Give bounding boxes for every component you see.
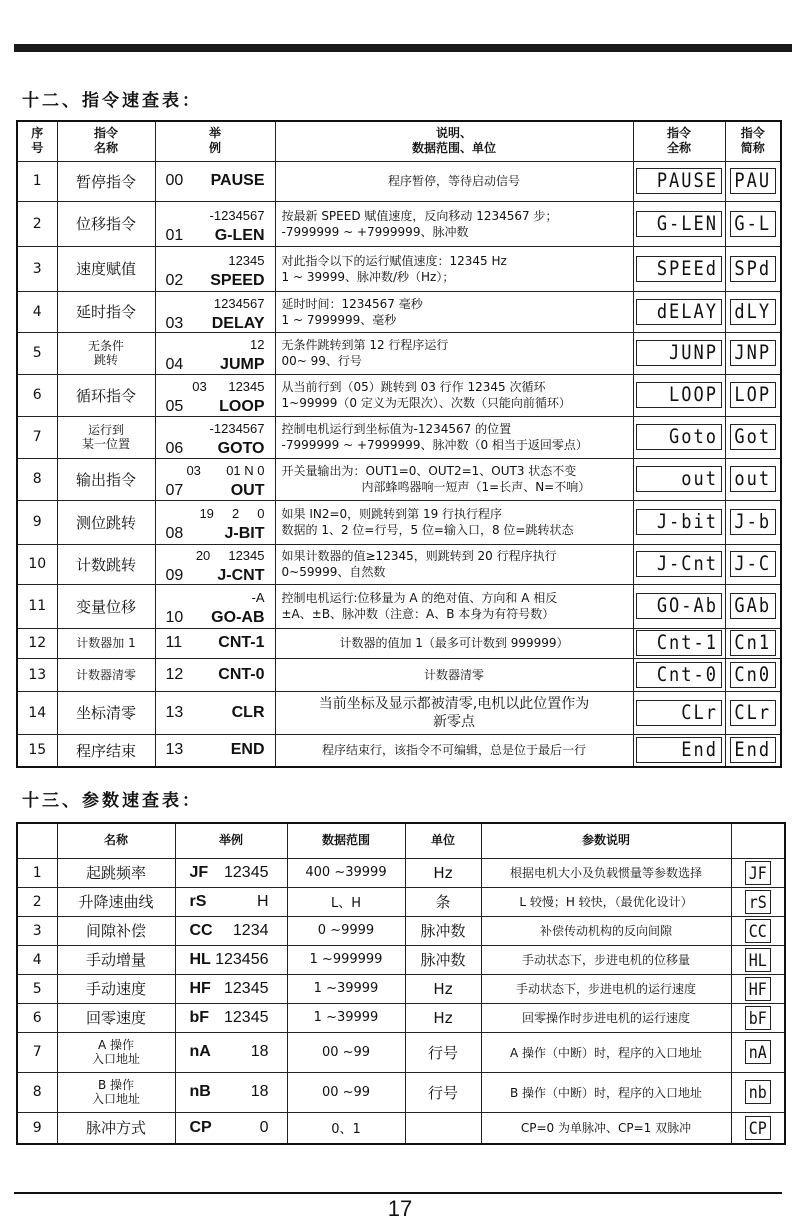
- header-example: 举例: [175, 823, 287, 858]
- command-mnemonic: JUMP: [220, 356, 265, 373]
- table-row: [17, 887, 785, 916]
- header-num: 序 号: [17, 121, 57, 161]
- lcd-display: HL: [745, 948, 771, 972]
- param-unit: Hz: [405, 1003, 481, 1032]
- lcd-display-short: Cn0: [730, 662, 776, 688]
- table-row: [17, 374, 781, 416]
- table-row: [17, 544, 781, 584]
- table-row: [17, 1112, 785, 1144]
- lcd-display-short: J-C: [730, 551, 776, 577]
- lcd-cell: [731, 858, 785, 887]
- command-name: 循环指令: [57, 374, 155, 416]
- lcd-short-cell: [725, 246, 781, 291]
- param-name: A 操作 入口地址: [57, 1032, 175, 1072]
- row-number: 1: [17, 161, 57, 201]
- row-number: 4: [17, 291, 57, 332]
- command-code: 07: [165, 482, 184, 499]
- command-mnemonic: OUT: [230, 482, 265, 499]
- param-name: 手动速度: [57, 974, 175, 1003]
- param-description: 手动状态下，步进电机的位移量: [481, 945, 731, 974]
- row-number: 14: [17, 691, 57, 734]
- row-number: 2: [17, 887, 57, 916]
- lcd-full-cell: [633, 416, 725, 458]
- param-description: 根据电机大小及负载惯量等参数选择: [481, 858, 731, 887]
- command-name: 变量位移: [57, 584, 155, 628]
- lcd-display-short: G-L: [730, 211, 776, 237]
- parameter-quick-reference-table: [16, 822, 786, 1145]
- row-number: 8: [17, 1072, 57, 1112]
- param-description: CP=0 为单脉冲、CP=1 双脉冲: [481, 1112, 731, 1144]
- command-code: 13: [165, 741, 184, 759]
- row-number: 6: [17, 1003, 57, 1032]
- param-value: 18: [250, 1083, 269, 1100]
- table-header-row: [17, 121, 781, 161]
- lcd-short-cell: [725, 161, 781, 201]
- command-argument: 19 2 0: [199, 506, 265, 521]
- header-example: 举 例: [155, 121, 275, 161]
- param-description: L 较慢；H 较快，（最优化设计）: [481, 887, 731, 916]
- command-mnemonic: G-LEN: [214, 226, 265, 244]
- command-example: [155, 500, 275, 544]
- lcd-display-full: Cnt-1: [636, 630, 722, 656]
- table-row: [17, 416, 781, 458]
- param-example: [175, 1003, 287, 1032]
- lcd-display-short: End: [730, 737, 776, 763]
- table-row: [17, 458, 781, 500]
- command-code: 04: [165, 356, 184, 373]
- command-description: 开关量输出为：OUT1=0、OUT2=1、OUT3 状态不变 内部蜂鸣器响一短声（1=长声、N=不响）: [275, 458, 633, 500]
- table-row: [17, 858, 785, 887]
- lcd-display-short: out: [730, 466, 776, 492]
- lcd-full-cell: [633, 658, 725, 691]
- command-name: 运行到 某一位置: [57, 416, 155, 458]
- command-argument: -1234567: [209, 421, 265, 436]
- lcd-display-full: JUNP: [636, 340, 722, 366]
- command-example: [155, 584, 275, 628]
- param-example: [175, 916, 287, 945]
- lcd-short-cell: [725, 691, 781, 734]
- param-range: 0 ~9999: [287, 916, 405, 945]
- header-name: 名称: [57, 823, 175, 858]
- header-num: [17, 823, 57, 858]
- lcd-short-cell: [725, 416, 781, 458]
- header-full-name: 指令 全称: [633, 121, 725, 161]
- lcd-display-short: SPd: [730, 256, 776, 282]
- lcd-full-cell: [633, 734, 725, 767]
- lcd-short-cell: [725, 544, 781, 584]
- lcd-short-cell: [725, 201, 781, 246]
- section-title-parameter-table: 十三、参数速查表：: [22, 791, 202, 811]
- command-argument: 1234567: [213, 295, 265, 311]
- command-name: 坐标清零: [57, 691, 155, 734]
- lcd-display-full: LOOP: [636, 382, 722, 408]
- command-description: 延时时间：1234567 毫秒 1 ~ 7999999、毫秒: [275, 291, 633, 332]
- lcd-display: nA: [745, 1040, 771, 1064]
- row-number: 2: [17, 201, 57, 246]
- command-name: 位移指令: [57, 201, 155, 246]
- lcd-cell: [731, 945, 785, 974]
- command-name: 测位跳转: [57, 500, 155, 544]
- lcd-display-full: Goto: [636, 424, 722, 450]
- lcd-full-cell: [633, 246, 725, 291]
- command-mnemonic: LOOP: [219, 398, 265, 415]
- row-number: 12: [17, 628, 57, 658]
- lcd-full-cell: [633, 161, 725, 201]
- param-unit: Hz: [405, 858, 481, 887]
- lcd-display: rS: [745, 890, 771, 914]
- command-mnemonic: END: [230, 741, 265, 759]
- command-name: 延时指令: [57, 291, 155, 332]
- param-example: [175, 858, 287, 887]
- command-code: 05: [165, 398, 184, 415]
- row-number: 3: [17, 916, 57, 945]
- param-example: [175, 1072, 287, 1112]
- table-row: [17, 658, 781, 691]
- table-row: [17, 1003, 785, 1032]
- table-row: [17, 628, 781, 658]
- lcd-display: HF: [745, 977, 771, 1001]
- command-description: 当前坐标及显示都被清零,电机以此位置作为 新零点: [275, 691, 633, 734]
- param-value: 123456: [215, 950, 269, 968]
- command-description: 控制电机运行:位移量为 A 的绝对值、方向和 A 相反 ±A、±B、脉冲数（注意：A、B 本身为有符号数）: [275, 584, 633, 628]
- row-number: 9: [17, 1112, 57, 1144]
- table-row: [17, 246, 781, 291]
- param-example: [175, 1032, 287, 1072]
- header-short-name: 指令 简称: [725, 121, 781, 161]
- lcd-full-cell: [633, 332, 725, 374]
- command-name: 计数跳转: [57, 544, 155, 584]
- lcd-cell: [731, 887, 785, 916]
- command-code: 09: [165, 567, 184, 584]
- table-row: [17, 291, 781, 332]
- param-value: 1234: [232, 921, 269, 939]
- lcd-display-full: J-Cnt: [636, 551, 722, 577]
- param-range: 00 ~99: [287, 1032, 405, 1072]
- param-value: 12345: [224, 979, 269, 997]
- param-unit: 脉冲数: [405, 916, 481, 945]
- section-title-command-table: 十二、指令速查表：: [22, 91, 202, 111]
- lcd-display-full: Cnt-0: [636, 662, 722, 688]
- row-number: 10: [17, 544, 57, 584]
- command-quick-reference-table: [16, 120, 782, 768]
- row-number: 9: [17, 500, 57, 544]
- param-name: 脉冲方式: [57, 1112, 175, 1144]
- command-name: 速度赋值: [57, 246, 155, 291]
- command-argument: 20 12345: [195, 548, 265, 563]
- lcd-display-full: G-LEN: [636, 211, 722, 237]
- command-example: [155, 658, 275, 691]
- command-argument: 12: [250, 337, 265, 352]
- command-argument: -1234567: [209, 207, 265, 223]
- command-argument: 03 01 N 0: [186, 463, 265, 478]
- command-description: 无条件跳转到第 12 行程序运行 00~ 99、行号: [275, 332, 633, 374]
- command-argument: -A: [251, 590, 265, 605]
- param-key: bF: [189, 1008, 210, 1026]
- lcd-display-short: PAU: [730, 168, 776, 194]
- lcd-display-full: dELAY: [636, 299, 722, 325]
- command-code: 10: [165, 609, 184, 626]
- lcd-display: JF: [745, 861, 771, 885]
- lcd-cell: [731, 916, 785, 945]
- param-key: HF: [189, 979, 211, 997]
- param-range: 1 ~39999: [287, 1003, 405, 1032]
- param-key: nA: [189, 1043, 211, 1060]
- lcd-display-short: LOP: [730, 382, 776, 408]
- lcd-display-full: PAUSE: [636, 168, 722, 194]
- lcd-display-full: CLr: [636, 700, 722, 726]
- param-example: [175, 974, 287, 1003]
- lcd-display-short: JNP: [730, 340, 776, 366]
- param-key: HL: [189, 950, 211, 968]
- param-range: 400 ~39999: [287, 858, 405, 887]
- command-argument: 03 12345: [192, 379, 265, 394]
- table-row: [17, 161, 781, 201]
- param-example: [175, 945, 287, 974]
- command-description: 计数器的值加 1（最多可计数到 999999）: [275, 628, 633, 658]
- row-number: 13: [17, 658, 57, 691]
- lcd-short-cell: [725, 332, 781, 374]
- lcd-display-short: J-b: [730, 509, 776, 535]
- param-unit: 脉冲数: [405, 945, 481, 974]
- param-description: 补偿传动机构的反向间隙: [481, 916, 731, 945]
- lcd-display-short: Cn1: [730, 630, 776, 656]
- command-code: 02: [165, 271, 184, 289]
- command-name: 输出指令: [57, 458, 155, 500]
- lcd-full-cell: [633, 201, 725, 246]
- param-name: 回零速度: [57, 1003, 175, 1032]
- row-number: 3: [17, 246, 57, 291]
- lcd-short-cell: [725, 374, 781, 416]
- lcd-short-cell: [725, 291, 781, 332]
- command-code: 06: [165, 440, 184, 457]
- row-number: 6: [17, 374, 57, 416]
- param-example: [175, 887, 287, 916]
- lcd-full-cell: [633, 544, 725, 584]
- table-row: [17, 974, 785, 1003]
- lcd-cell: [731, 974, 785, 1003]
- command-mnemonic: PAUSE: [210, 172, 265, 189]
- lcd-display-short: GAb: [730, 593, 776, 619]
- param-name: 间隙补偿: [57, 916, 175, 945]
- param-range: 0、1: [287, 1112, 405, 1144]
- command-code: 08: [165, 525, 184, 542]
- command-example: [155, 246, 275, 291]
- table-row: [17, 734, 781, 767]
- param-key: CP: [189, 1118, 212, 1136]
- param-unit: Hz: [405, 974, 481, 1003]
- command-name: 计数器清零: [57, 658, 155, 691]
- command-mnemonic: CLR: [231, 703, 265, 721]
- lcd-full-cell: [633, 374, 725, 416]
- command-description: 控制电机运行到坐标值为-1234567 的位置 -7999999 ~ +7999999、脉冲数（0 相当于返回零点）: [275, 416, 633, 458]
- page-number: 17: [387, 1196, 413, 1221]
- command-description: 按最新 SPEED 赋值速度，反向移动 1234567 步； -7999999 ~ +7999999、脉冲数: [275, 201, 633, 246]
- header-description: 参数说明: [481, 823, 731, 858]
- param-name: 手动增量: [57, 945, 175, 974]
- lcd-cell: [731, 1112, 785, 1144]
- row-number: 7: [17, 1032, 57, 1072]
- header-lcd: [731, 823, 785, 858]
- lcd-full-cell: [633, 500, 725, 544]
- row-number: 5: [17, 974, 57, 1003]
- lcd-short-cell: [725, 458, 781, 500]
- command-description: 如果 IN2=0，则跳转到第 19 行执行程序 数据的 1、2 位=行号，5 位=输入口，8 位=跳转状态: [275, 500, 633, 544]
- command-name: 程序结束: [57, 734, 155, 767]
- lcd-display: CP: [745, 1116, 771, 1140]
- param-key: JF: [189, 863, 209, 881]
- command-example: [155, 201, 275, 246]
- lcd-cell: [731, 1003, 785, 1032]
- command-name: 暂停指令: [57, 161, 155, 201]
- param-range: 1 ~999999: [287, 945, 405, 974]
- row-number: 5: [17, 332, 57, 374]
- param-description: 手动状态下，步进电机的运行速度: [481, 974, 731, 1003]
- row-number: 7: [17, 416, 57, 458]
- command-example: [155, 628, 275, 658]
- command-argument: 12345: [228, 252, 265, 268]
- param-value: 18: [250, 1043, 269, 1060]
- table-row: [17, 201, 781, 246]
- command-mnemonic: CNT-0: [218, 665, 265, 683]
- command-description: 计数器清零: [275, 658, 633, 691]
- command-name: 计数器加 1: [57, 628, 155, 658]
- command-mnemonic: J-BIT: [224, 525, 265, 542]
- param-value: H: [256, 892, 269, 910]
- top-rule: [14, 44, 792, 52]
- command-description: 程序结束行，该指令不可编辑，总是位于最后一行: [275, 734, 633, 767]
- lcd-display-short: CLr: [730, 700, 776, 726]
- table-row: [17, 584, 781, 628]
- table-header-row: [17, 823, 785, 858]
- command-mnemonic: DELAY: [211, 314, 265, 332]
- param-name: 升降速曲线: [57, 887, 175, 916]
- param-description: 回零操作时步进电机的运行速度: [481, 1003, 731, 1032]
- command-mnemonic: J-CNT: [217, 567, 265, 584]
- lcd-display: CC: [745, 919, 771, 943]
- command-code: 03: [165, 314, 184, 332]
- command-mnemonic: CNT-1: [218, 634, 265, 651]
- param-value: 12345: [224, 863, 269, 881]
- lcd-display-short: dLY: [730, 299, 776, 325]
- row-number: 4: [17, 945, 57, 974]
- command-code: 01: [165, 226, 184, 244]
- header-range: 数据范围: [287, 823, 405, 858]
- param-range: L、H: [287, 887, 405, 916]
- lcd-display-full: SPEEd: [636, 256, 722, 282]
- command-example: [155, 416, 275, 458]
- param-unit: 条: [405, 887, 481, 916]
- row-number: 11: [17, 584, 57, 628]
- param-description: A 操作（中断）时，程序的入口地址: [481, 1032, 731, 1072]
- lcd-short-cell: [725, 628, 781, 658]
- param-key: nB: [189, 1083, 211, 1100]
- row-number: 8: [17, 458, 57, 500]
- lcd-short-cell: [725, 500, 781, 544]
- command-name: 无条件 跳转: [57, 332, 155, 374]
- command-mnemonic: GO-AB: [211, 609, 265, 626]
- param-name: 起跳频率: [57, 858, 175, 887]
- lcd-display-full: J-bit: [636, 509, 722, 535]
- lcd-full-cell: [633, 458, 725, 500]
- command-mnemonic: GOTO: [217, 440, 265, 457]
- command-description: 如果计数器的值≥12345，则跳转到 20 行程序执行 0~59999、自然数: [275, 544, 633, 584]
- param-unit: [405, 1112, 481, 1144]
- lcd-short-cell: [725, 734, 781, 767]
- command-example: [155, 291, 275, 332]
- lcd-full-cell: [633, 628, 725, 658]
- lcd-full-cell: [633, 584, 725, 628]
- command-example: [155, 161, 275, 201]
- lcd-short-cell: [725, 584, 781, 628]
- header-name: 指令 名称: [57, 121, 155, 161]
- row-number: 15: [17, 734, 57, 767]
- header-unit: 单位: [405, 823, 481, 858]
- lcd-display-short: Got: [730, 424, 776, 450]
- command-code: 13: [165, 703, 184, 721]
- lcd-cell: [731, 1032, 785, 1072]
- table-row: [17, 1032, 785, 1072]
- param-value: 12345: [224, 1008, 269, 1026]
- command-example: [155, 734, 275, 767]
- param-example: [175, 1112, 287, 1144]
- table-row: [17, 945, 785, 974]
- command-example: [155, 374, 275, 416]
- command-code: 11: [165, 634, 183, 651]
- param-key: rS: [189, 892, 207, 910]
- table-row: [17, 332, 781, 374]
- table-row: [17, 691, 781, 734]
- table-row: [17, 1072, 785, 1112]
- lcd-display: nb: [745, 1080, 771, 1104]
- param-value: 0: [259, 1118, 269, 1136]
- param-range: 00 ~99: [287, 1072, 405, 1112]
- lcd-display-full: out: [636, 466, 722, 492]
- lcd-full-cell: [633, 691, 725, 734]
- param-unit: 行号: [405, 1032, 481, 1072]
- param-description: B 操作（中断）时，程序的入口地址: [481, 1072, 731, 1112]
- lcd-full-cell: [633, 291, 725, 332]
- command-description: 程序暂停，等待启动信号: [275, 161, 633, 201]
- command-description: 对此指令以下的运行赋值速度：12345 Hz 1 ~ 39999、脉冲数/秒（Hz）；: [275, 246, 633, 291]
- command-code: 00: [165, 172, 184, 189]
- command-example: [155, 691, 275, 734]
- lcd-cell: [731, 1072, 785, 1112]
- param-unit: 行号: [405, 1072, 481, 1112]
- command-mnemonic: SPEED: [210, 271, 265, 289]
- command-description: 从当前行到（05）跳转到 03 行作 12345 次循环 1~99999（0 定义为无限次）、次数（只能向前循环）: [275, 374, 633, 416]
- table-row: [17, 916, 785, 945]
- command-example: [155, 332, 275, 374]
- param-range: 1 ~39999: [287, 974, 405, 1003]
- command-code: 12: [165, 665, 184, 683]
- lcd-short-cell: [725, 658, 781, 691]
- command-example: [155, 544, 275, 584]
- param-name: B 操作 入口地址: [57, 1072, 175, 1112]
- command-example: [155, 458, 275, 500]
- bottom-rule: [14, 1192, 782, 1194]
- lcd-display-full: End: [636, 737, 722, 763]
- lcd-display-full: GO-Ab: [636, 593, 722, 619]
- lcd-display: bF: [745, 1006, 771, 1030]
- header-description: 说明、 数据范围、单位: [275, 121, 633, 161]
- param-key: CC: [189, 921, 213, 939]
- table-row: [17, 500, 781, 544]
- row-number: 1: [17, 858, 57, 887]
